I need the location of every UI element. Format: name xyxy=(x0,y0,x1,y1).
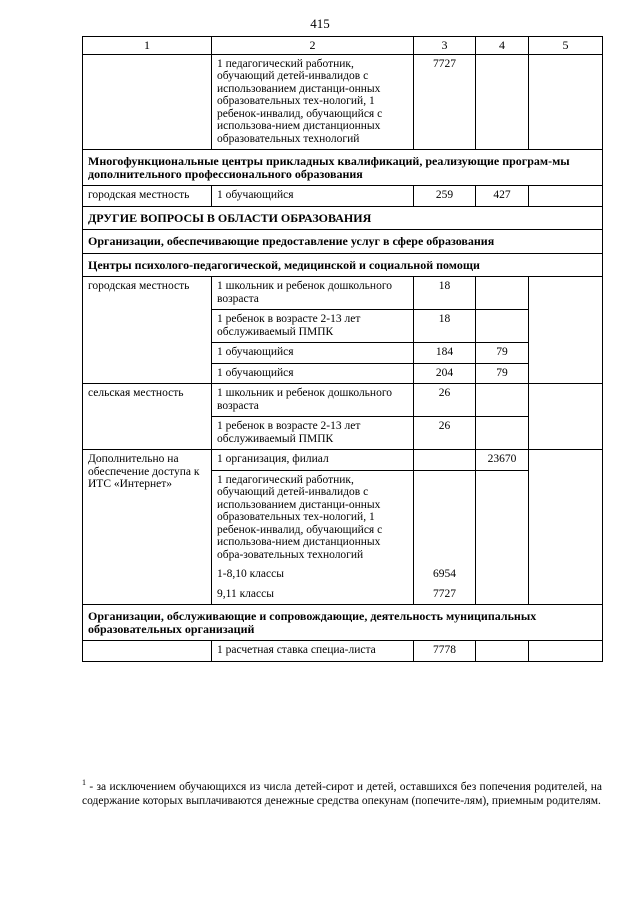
table-cell: городская местность xyxy=(83,277,212,384)
table-cell xyxy=(83,54,212,150)
table-cell: 1 организация, филиал xyxy=(212,450,414,471)
allocation-table xyxy=(82,36,603,662)
table-cell: Дополнительно на обеспечение доступа к ИТС «Интернет» xyxy=(83,450,212,605)
table-cell: 1-8,10 классы xyxy=(212,565,414,585)
table-cell: 1 обучающийся xyxy=(212,343,414,364)
column-header: 2 xyxy=(212,37,414,55)
table-cell: сельская местность xyxy=(83,384,212,450)
table-cell xyxy=(529,277,603,384)
table-cell: 9,11 классы xyxy=(212,585,414,605)
table-cell: 23670 xyxy=(476,450,529,471)
table-row xyxy=(83,641,603,662)
table-cell: 18 xyxy=(414,277,476,310)
section-heading-row xyxy=(83,230,603,254)
section-heading: Многофункциональные центры прикладных квалификаций, реализующие програм-мы дополнительного профессионального образования xyxy=(83,150,603,186)
table-cell: 7778 xyxy=(414,641,476,662)
table-cell xyxy=(529,54,603,150)
table-cell: 18 xyxy=(414,310,476,343)
table-cell: 1 педагогический работник, обучающий детей-инвалидов с использованием дистанци-онных образовательных тех-нологий, 1 ребенок-инвалид, обучающийся с использова-нием дистанционных обра-зовательных технологий xyxy=(212,470,414,565)
footnote xyxy=(82,776,602,808)
table-cell xyxy=(529,384,603,450)
column-header: 1 xyxy=(83,37,212,55)
table-cell xyxy=(529,186,603,207)
table-cell: 79 xyxy=(476,343,529,364)
table-cell xyxy=(476,384,529,417)
table-cell xyxy=(476,470,529,605)
column-header: 4 xyxy=(476,37,529,55)
table-cell: 1 ребенок в возрасте 2-13 лет обслуживаемый ПМПК xyxy=(212,310,414,343)
table-cell xyxy=(476,54,529,150)
table-cell xyxy=(414,470,476,565)
table-cell: 1 обучающийся xyxy=(212,186,414,207)
column-header: 3 xyxy=(414,37,476,55)
footnote-mark: 1 xyxy=(82,778,86,787)
table-cell: 427 xyxy=(476,186,529,207)
table-header-row xyxy=(83,37,603,55)
section-heading-row xyxy=(83,206,603,230)
section-heading: Организации, обеспечивающие предоставление услуг в сфере образования xyxy=(83,230,603,254)
table-row xyxy=(83,277,603,310)
table-cell: 7727 xyxy=(414,585,476,605)
table-cell xyxy=(476,417,529,450)
table-cell: 6954 xyxy=(414,565,476,585)
table-cell xyxy=(83,641,212,662)
table-cell xyxy=(529,450,603,605)
table-cell xyxy=(414,450,476,471)
table-cell: городская местность xyxy=(83,186,212,207)
table-cell: 26 xyxy=(414,417,476,450)
table-cell: 204 xyxy=(414,363,476,384)
table-cell: 1 ребенок в возрасте 2-13 лет обслуживаемый ПМПК xyxy=(212,417,414,450)
table-cell xyxy=(476,641,529,662)
section-heading: Центры психолого-педагогической, медицинской и социальной помощи xyxy=(83,253,603,277)
table-cell: 1 школьник и ребенок дошкольного возраста xyxy=(212,277,414,310)
table-row xyxy=(83,186,603,207)
table-cell: 184 xyxy=(414,343,476,364)
section-heading: Организации, обслуживающие и сопровождающие, деятельность муниципальных образовательных организаций xyxy=(83,605,603,641)
table-cell xyxy=(476,310,529,343)
section-heading: ДРУГИЕ ВОПРОСЫ В ОБЛАСТИ ОБРАЗОВАНИЯ xyxy=(83,206,603,230)
table-cell: 79 xyxy=(476,363,529,384)
section-heading-row xyxy=(83,605,603,641)
table-cell: 1 школьник и ребенок дошкольного возраста xyxy=(212,384,414,417)
table-cell xyxy=(476,277,529,310)
table-row xyxy=(83,384,603,417)
table-cell: 7727 xyxy=(414,54,476,150)
section-heading-row xyxy=(83,253,603,277)
table-cell xyxy=(529,641,603,662)
section-heading-row xyxy=(83,150,603,186)
table-cell: 1 педагогический работник, обучающий детей-инвалидов с использованием дистанци-онных образовательных тех-нологий, 1 ребенок-инвалид, обучающийся с использова-нием дистанционных образовательных технологий xyxy=(212,54,414,150)
table-cell: 1 расчетная ставка специа-листа xyxy=(212,641,414,662)
table-row xyxy=(83,54,603,150)
column-header: 5 xyxy=(529,37,603,55)
table-cell: 259 xyxy=(414,186,476,207)
table-cell: 1 обучающийся xyxy=(212,363,414,384)
table-cell: 26 xyxy=(414,384,476,417)
table-row xyxy=(83,450,603,471)
page-number: 415 xyxy=(310,16,330,31)
footnote-text: - за исключением обучающихся из числа детей-сирот и детей, оставшихся без попечения родителей, на содержание которых выплачиваются денежные средства опекунам (попечите-лям), приемным родителям. xyxy=(82,780,602,807)
